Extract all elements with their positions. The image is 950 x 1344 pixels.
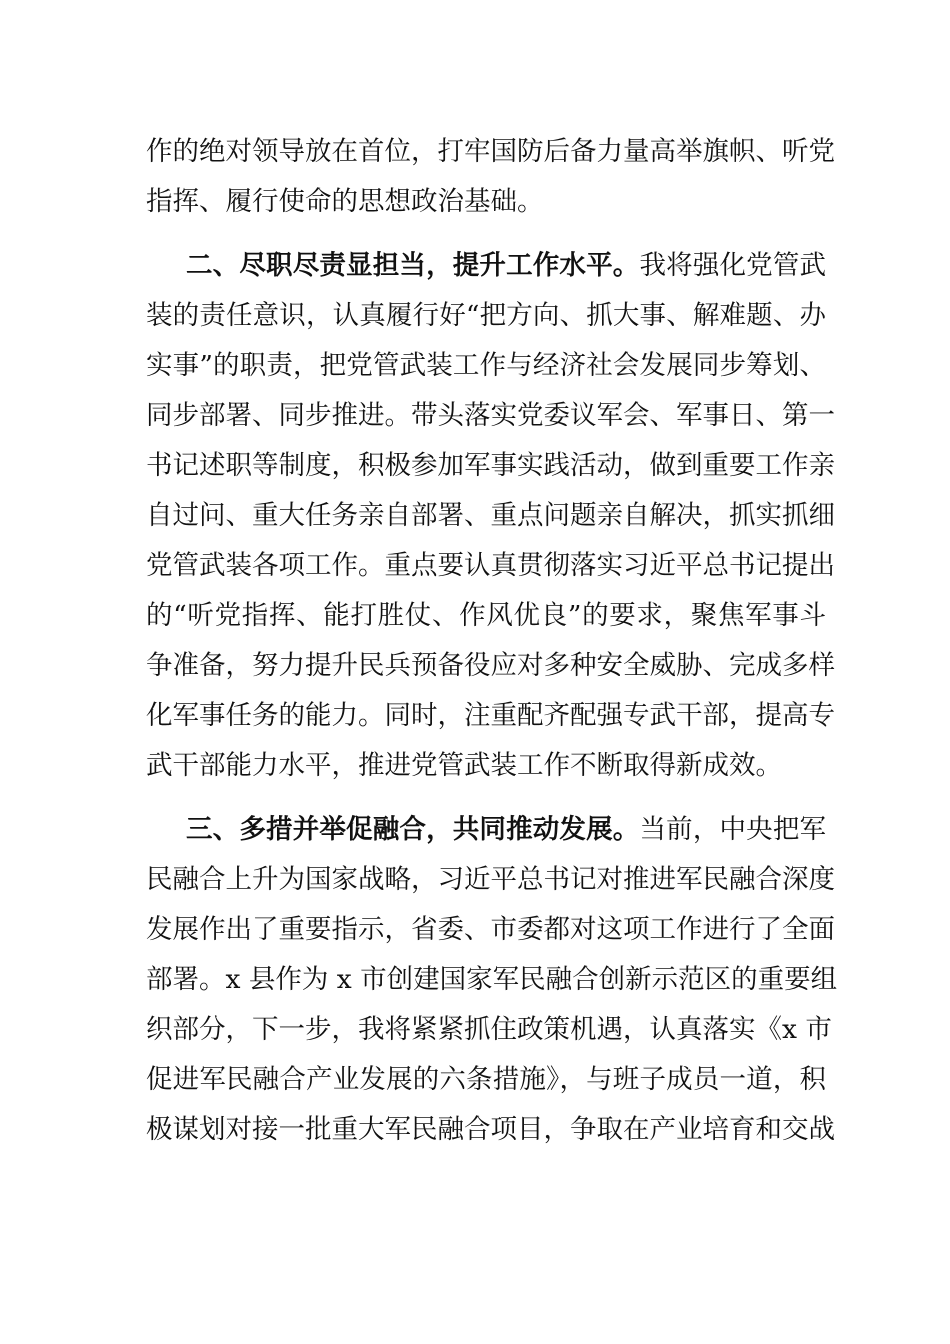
line-text: 装的责任意识，认真履行好“把方向、抓大事、解难题、办 bbox=[146, 300, 826, 331]
line-text: 指挥、履行使命的思想政治基础。 bbox=[146, 186, 544, 217]
text-line bbox=[146, 346, 826, 386]
line-text: 织部分，下一步，我将紧紧抓住政策机遇，认真落实《x 市 bbox=[146, 1014, 832, 1045]
text-line bbox=[146, 182, 826, 222]
line-text: 党管武装各项工作。重点要认真贯彻落实习近平总书记提出 bbox=[146, 550, 835, 581]
line-text: 同步部署、同步推进。带头落实党委议军会、军事日、第一 bbox=[146, 400, 835, 431]
text-line bbox=[146, 132, 835, 172]
line-text: 化军事任务的能力。同时，注重配齐配强专武干部，提高专 bbox=[146, 700, 835, 731]
text-line bbox=[146, 296, 826, 336]
section-heading: 三、多措并举促融合，共同推动发展。 bbox=[186, 814, 640, 845]
line-text: 作的绝对领导放在首位，打牢国防后备力量高举旗帜、听党 bbox=[146, 136, 835, 167]
line-text: 书记述职等制度，积极参加军事实践活动，做到重要工作亲 bbox=[146, 450, 835, 481]
text-line bbox=[146, 746, 826, 786]
line-text: 促进军民融合产业发展的六条措施》，与班子成员一道，积 bbox=[146, 1064, 826, 1095]
section-heading-line bbox=[186, 246, 826, 286]
text-line bbox=[146, 396, 835, 436]
line-text: 发展作出了重要指示，省委、市委都对这项工作进行了全面 bbox=[146, 914, 835, 945]
text-line bbox=[146, 546, 835, 586]
line-text: 争准备，努力提升民兵预备役应对多种安全威胁、完成多样 bbox=[146, 650, 835, 681]
line-text: 民融合上升为国家战略，习近平总书记对推进军民融合深度 bbox=[146, 864, 835, 895]
text-line bbox=[146, 696, 835, 736]
line-text: 自过问、重大任务亲自部署、重点问题亲自解决，抓实抓细 bbox=[146, 500, 835, 531]
text-line bbox=[146, 910, 835, 950]
line-text: 当前，中央把军 bbox=[639, 814, 827, 845]
text-line bbox=[146, 596, 826, 636]
text-line bbox=[146, 860, 835, 900]
line-text: 的“听党指挥、能打胜仗、作风优良”的要求，聚焦军事斗 bbox=[146, 600, 826, 631]
text-line bbox=[146, 496, 835, 536]
line-text: 极谋划对接一批重大军民融合项目，争取在产业培育和交战 bbox=[146, 1114, 835, 1145]
text-line bbox=[146, 1060, 826, 1100]
line-text: 我将强化党管武 bbox=[639, 250, 827, 281]
line-text: 部署。x 县作为 x 市创建国家军民融合创新示范区的重要组 bbox=[146, 964, 838, 995]
line-text: 实事”的职责，把党管武装工作与经济社会发展同步筹划、 bbox=[146, 350, 826, 381]
text-line bbox=[146, 960, 838, 1000]
line-text: 武干部能力水平，推进党管武装工作不断取得新成效。 bbox=[146, 750, 782, 781]
text-line bbox=[146, 646, 835, 686]
text-line bbox=[146, 446, 835, 486]
section-heading: 二、尽职尽责显担当，提升工作水平。 bbox=[186, 250, 640, 281]
text-line bbox=[146, 1010, 832, 1050]
section-heading-line bbox=[186, 810, 826, 850]
text-line bbox=[146, 1110, 835, 1150]
